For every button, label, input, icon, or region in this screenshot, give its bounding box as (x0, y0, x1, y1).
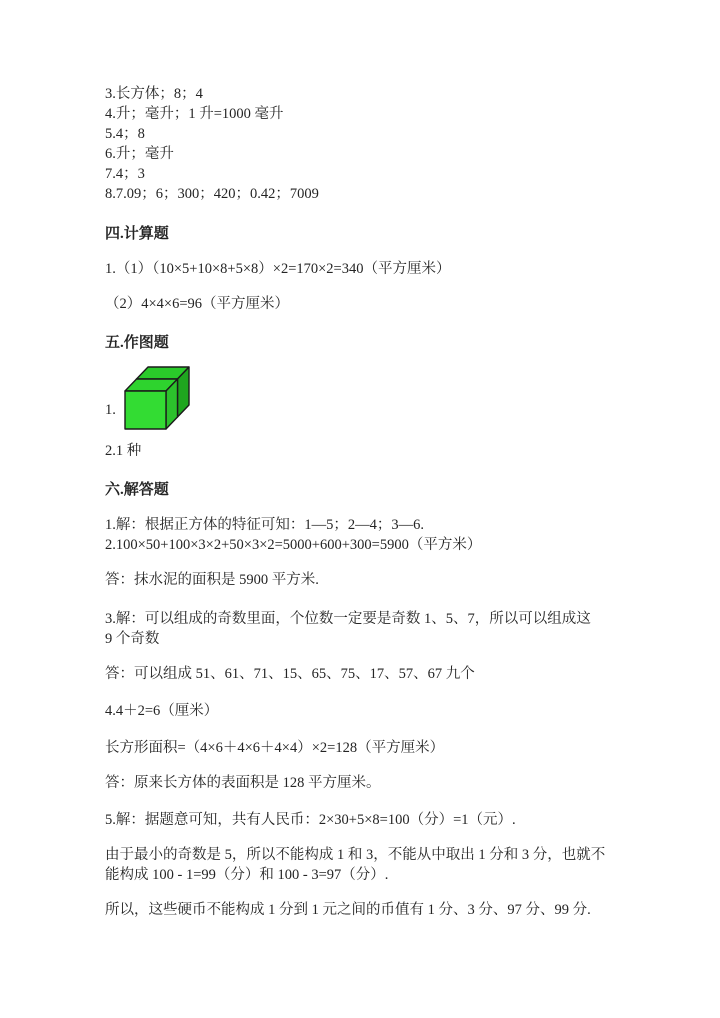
drawing-answer-line: 2.1 种 (105, 443, 142, 459)
answer-line: 5.4；8 (105, 126, 145, 142)
solution-line: 4.4＋2=6（厘米） (105, 703, 219, 719)
green-cuboid-figure (120, 364, 196, 432)
drawing-answer-figure (105, 364, 622, 432)
answer-line: 4.升；毫升；1 升=1000 毫升 (105, 106, 284, 122)
solution-answer-line: 答：抹水泥的面积是 5900 平方米. (105, 572, 319, 588)
answer-line: 3.长方体；8；4 (105, 86, 203, 102)
calc-answer-line: 1.（1）（10×5+10×8+5×8）×2=170×2=340（平方厘米） (105, 261, 451, 277)
figure-item-label: 1. (105, 402, 116, 418)
solution-paragraph (105, 845, 622, 885)
section-heading-solutions: 六.解答题 (105, 482, 169, 498)
cuboid-front-face (125, 391, 166, 429)
solution-line: 能构成 100 - 1=99（分）和 100 - 3=97（分）. (105, 867, 389, 883)
solution-conclusion-line: 所以，这些硬币不能构成 1 分到 1 元之间的币值有 1 分、3 分、97 分、99 分. (105, 902, 591, 918)
section-heading-drawing: 五.作图题 (105, 335, 169, 351)
solution-line: 5.解：据题意可知，共有人民币：2×30+5×8=100（分）=1（元）. (105, 812, 516, 828)
solution-answer-line: 答：可以组成 51、61、71、15、65、75、17、57、67 九个 (105, 666, 475, 682)
answer-line: 6.升；毫升 (105, 146, 174, 162)
solution-line: 1.解：根据正方体的特征可知：1—5；2—4；3—6. (105, 517, 424, 533)
solution-line: 9 个奇数 (105, 631, 160, 647)
answer-line: 7.4；3 (105, 166, 145, 182)
solution-line: 由于最小的奇数是 5，所以不能构成 1 和 3，不能从中取出 1 分和 3 分，也就不 (105, 847, 606, 863)
section-heading-calculation: 四.计算题 (105, 226, 169, 242)
solution-answer-line: 答：原来长方体的表面积是 128 平方厘米。 (105, 775, 381, 791)
solution-line: 3.解：可以组成的奇数里面，个位数一定要是奇数 1、5、7，所以可以组成这 (105, 611, 591, 627)
solution-paragraph (105, 609, 622, 649)
answer-line: 8.7.09；6；300；420；0.42；7009 (105, 186, 319, 202)
calc-answer-line: （2）4×4×6=96（平方厘米） (105, 296, 290, 312)
solution-paragraph (105, 515, 622, 555)
solution-line: 2.100×50+100×3×2+50×3×2=5000+600+300=5900（平方米） (105, 537, 482, 553)
fill-in-answers-list (105, 84, 622, 204)
solution-line: 长方形面积=（4×6＋4×6＋4×4）×2=128（平方厘米） (105, 740, 445, 756)
